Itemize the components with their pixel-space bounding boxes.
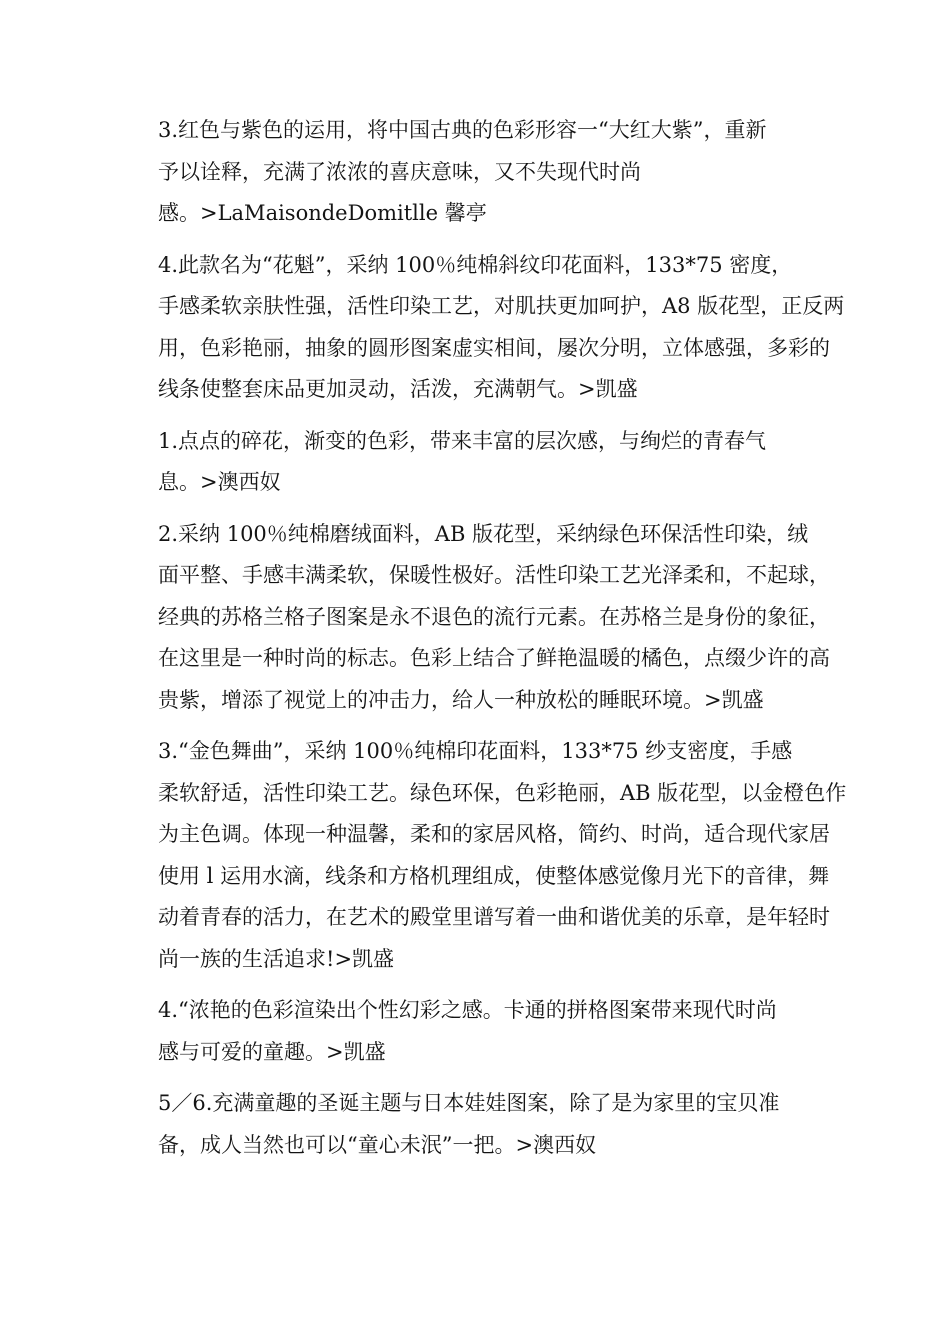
paragraph-christmas	[116, 1083, 836, 1166]
text-line: 2.采纳 100％纯棉磨绒面料，AB 版花型，采纳绿色环保活性印染，绒	[158, 521, 809, 546]
text-line: 尚一族的生活追求!>凯盛	[158, 946, 395, 971]
text-line: 面平整、手感丰满柔软，保暖性极好。活性印染工艺光泽柔和，不起球，	[158, 563, 830, 587]
text-line: 柔软舒适，活性印染工艺。绿色环保，色彩艳丽，AB 版花型，以金橙色作	[158, 780, 847, 805]
text-line: 5／6.充满童趣的圣诞主题与日本娃娃图案，除了是为家里的宝贝准	[158, 1091, 780, 1115]
text-line: 用，色彩艳丽，抽象的圆形图案虚实相间，屡次分明，立体感强，多彩的	[158, 335, 830, 360]
document-body	[116, 110, 847, 1176]
text-line: 使用 l 运用水滴，线条和方格机理组成，使整体感觉像月光下的音律，舞	[158, 863, 830, 888]
paragraph-golden-dance	[116, 731, 847, 980]
text-line: 备，成人当然也可以“童心未泯”一把。>澳西奴	[158, 1132, 597, 1157]
text-line: 予以诠释，充满了浓浓的喜庆意味，又不失现代时尚	[158, 159, 641, 184]
paragraph-huakui	[116, 245, 845, 411]
text-line: 3.“金色舞曲”，采纳 100％纯棉印花面料，133*75 纱支密度，手感	[158, 739, 793, 763]
text-line: 感。>LaMaisondeDomitlle 馨亭	[158, 201, 487, 225]
paragraph-red-purple	[116, 110, 836, 235]
paragraph-floral	[116, 421, 836, 504]
text-line: 1.点点的碎花，渐变的色彩，带来丰富的层次感，与绚烂的青春气	[158, 428, 767, 453]
text-line: 4.此款名为“花魁”，采纳 100％纯棉斜纹印花面料，133*75 密度，	[158, 252, 793, 277]
text-line: 线条使整套床品更加灵动，活泼，充满朝气。>凯盛	[158, 377, 638, 401]
text-line: 在这里是一种时尚的标志。色彩上结合了鲜艳温暖的橘色，点缀少许的高	[158, 646, 830, 670]
paragraph-cartoon-grid	[116, 990, 836, 1073]
text-line: 感与可爱的童趣。>凯盛	[158, 1039, 386, 1064]
text-line: 动着青春的活力，在艺术的殿堂里谱写着一曲和谐优美的乐章，是年轻时	[158, 905, 830, 929]
text-line: 为主色调。体现一种温馨，柔和的家居风格，简约、时尚，适合现代家居	[158, 822, 830, 846]
text-line: 4.“浓艳的色彩渲染出个性幻彩之感。卡通的拼格图案带来现代时尚	[158, 998, 777, 1022]
text-line: 贵紫，增添了视觉上的冲击力，给人一种放松的睡眠环境。>凯盛	[158, 687, 764, 712]
text-line: 息。>澳西奴	[158, 470, 281, 494]
text-line: 3.红色与紫色的运用，将中国古典的色彩形容一“大红大紫”，重新	[158, 118, 767, 142]
text-line: 手感柔软亲肤性强，活性印染工艺，对肌扶更加呵护，A8 版花型，正反两	[158, 294, 845, 318]
text-line: 经典的苏格兰格子图案是永不退色的流行元素。在苏格兰是身份的象征，	[158, 604, 830, 629]
paragraph-scottish-plaid	[116, 514, 836, 722]
